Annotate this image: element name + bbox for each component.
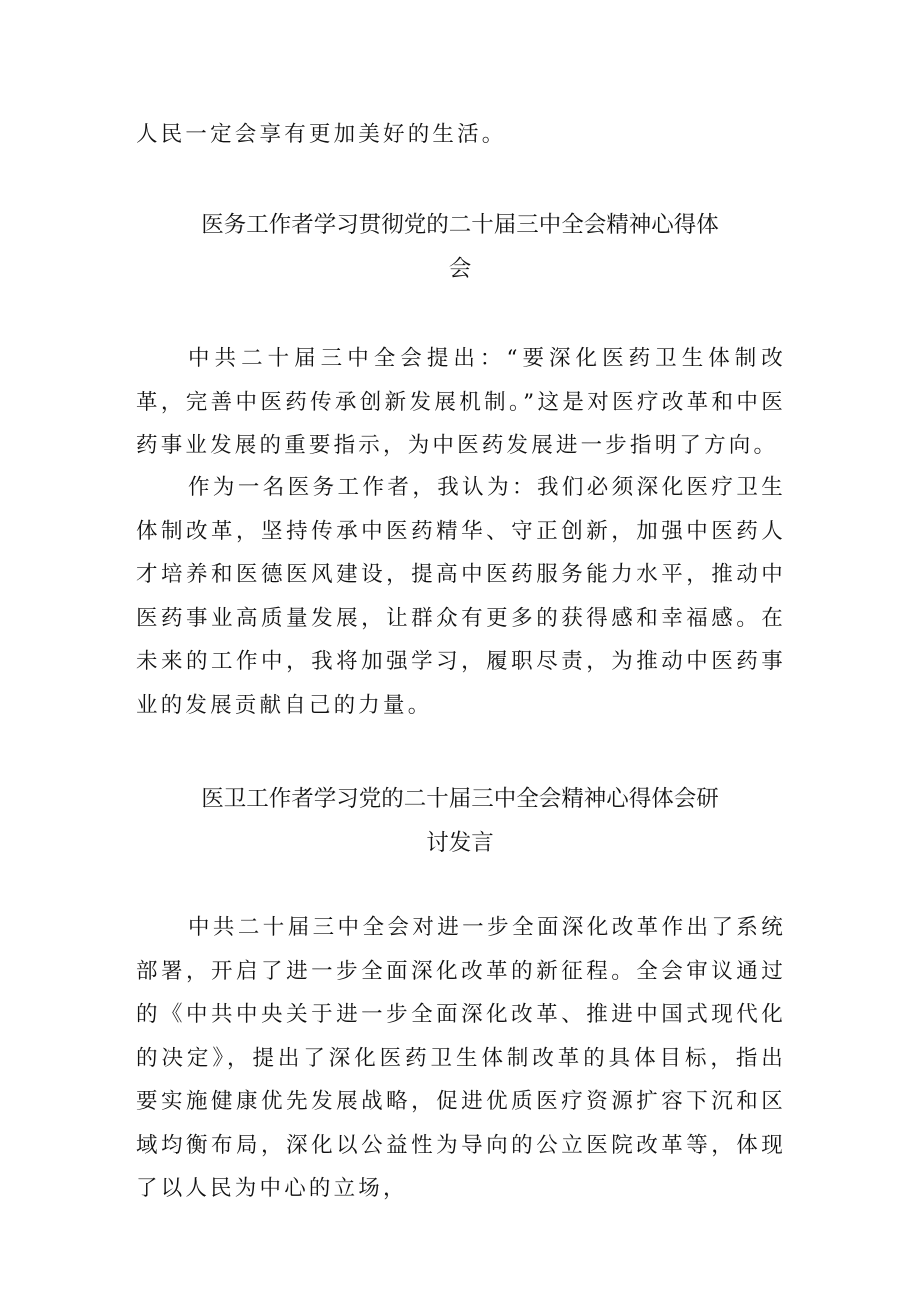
- section2-title: [150, 777, 770, 865]
- section1-title: [150, 203, 770, 291]
- section2-paragraph1: 中共二十届三中全会对进一步全面深化改革作出了系统部署，开启了进一步全面深化改革的新征程。全会审议通过的《中共中央关于进一步全面深化改革、推进中国式现代化的决定》，提出了深化医药卫生体制改革的具体目标，指出要实施健康优先发展战略，促进优质医疗资源扩容下沉和区域均衡布局，深化以公益性为导向的公立医院改革等，体现了以人民为中心的立场，: [136, 915, 786, 1201]
- section1-title-line1: 医务工作者学习贯彻党的二十届三中全会精神心得体: [201, 212, 719, 238]
- section2-title-line1: 医卫工作者学习党的二十届三中全会精神心得体会研: [201, 786, 719, 812]
- section2-title-line2: 讨发言: [426, 830, 494, 856]
- intro-paragraph-tail: 人民一定会享有更加美好的生活。: [136, 122, 507, 147]
- section1-paragraph2: 作为一名医务工作者，我认为：我们必须深化医疗卫生体制改革，坚持传承中医药精华、守正创新，加强中医药人才培养和医德医风建设，提高中医药服务能力水平，推动中医药事业高质量发展，让群众有更多的获得感和幸福感。在未来的工作中，我将加强学习，履职尽责，为推动中医药事业的发展贡献自己的力量。: [136, 475, 786, 718]
- section1-title-line2: 会: [448, 256, 472, 282]
- section1-paragraph1: 中共二十届三中全会提出：“要深化医药卫生体制改革，完善中医药传承创新发展机制。”这是对医疗改革和中医药事业发展的重要指示，为中医药发展进一步指明了方向。: [136, 346, 786, 458]
